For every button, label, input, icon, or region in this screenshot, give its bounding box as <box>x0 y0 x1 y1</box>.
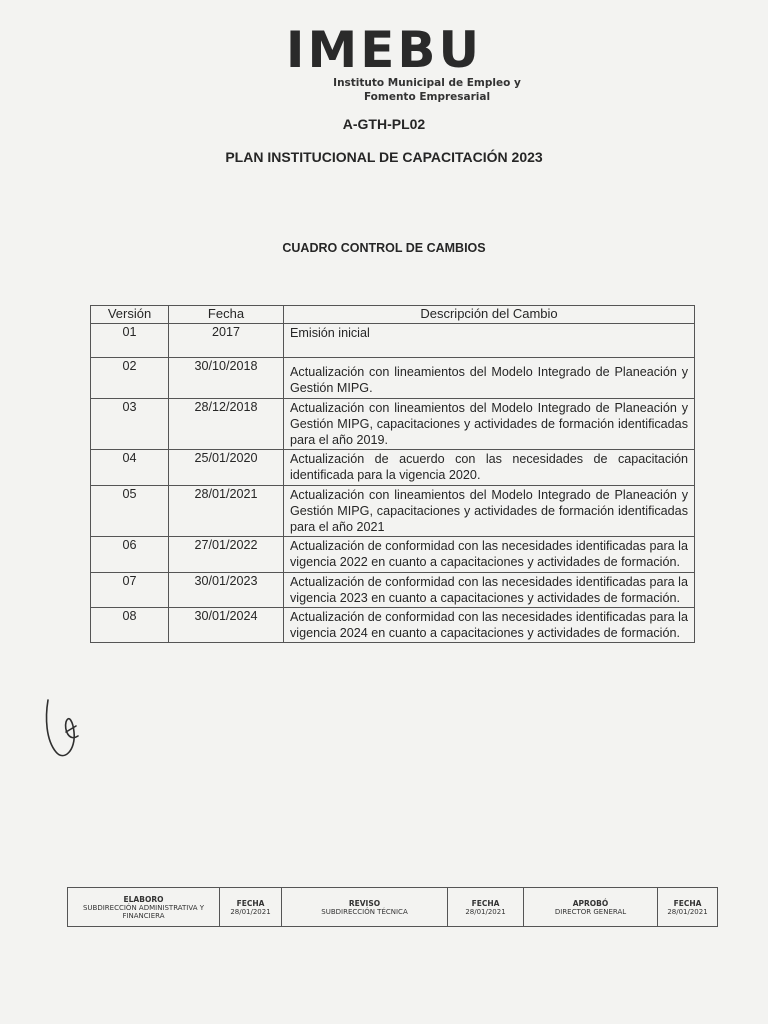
approval-row <box>68 888 718 927</box>
document-title: PLAN INSTITUCIONAL DE CAPACITACIÓN 2023 <box>225 149 543 165</box>
logo-wordmark: IMEBU <box>285 21 483 79</box>
cell-descripcion: Actualización de conformidad con las necesidades identificadas para la vigencia 2022 en cuanto a capacitaciones y actividades de formación. <box>284 537 695 572</box>
elaboro-cell <box>68 888 220 927</box>
fecha-label: FECHA <box>471 898 500 908</box>
cell-fecha: 30/01/2023 <box>169 572 284 607</box>
cell-descripcion: Actualización de conformidad con las necesidades identificadas para la vigencia 2024 en cuanto a capacitaciones y actividades de formación. <box>284 608 695 643</box>
table-row <box>91 324 695 358</box>
logo-subtitle-line2: Fomento Empresarial <box>363 91 491 103</box>
table-row <box>91 398 695 450</box>
fecha-label: FECHA <box>236 898 265 908</box>
elaboro-fecha: 28/01/2021 <box>230 907 271 916</box>
approval-footer <box>67 887 718 927</box>
table-row <box>91 608 695 643</box>
cell-fecha: 28/01/2021 <box>169 485 284 537</box>
cell-descripcion: Actualización con lineamientos del Modelo Integrado de Planeación y Gestión MIPG, capacitaciones y actividades de formación identificadas para el año 2021 <box>284 485 695 537</box>
cell-version: 05 <box>91 485 169 537</box>
aprobo-fecha: 28/01/2021 <box>667 907 708 916</box>
table-header-row <box>91 306 695 324</box>
cell-version: 08 <box>91 608 169 643</box>
aprobo-fecha-cell <box>658 888 718 927</box>
fecha-label: FECHA <box>673 898 702 908</box>
cell-fecha: 30/10/2018 <box>169 358 284 398</box>
aprobo-label: APROBÓ <box>572 898 609 908</box>
cell-descripcion: Actualización con lineamientos del Modelo Integrado de Planeación y Gestión MIPG, capacitaciones y actividades de formación identificadas para el año 2019. <box>284 398 695 450</box>
section-title: CUADRO CONTROL DE CAMBIOS <box>282 241 486 255</box>
reviso-fecha: 28/01/2021 <box>465 907 506 916</box>
cell-version: 07 <box>91 572 169 607</box>
cell-version: 02 <box>91 358 169 398</box>
cell-fecha: 30/01/2024 <box>169 608 284 643</box>
table-row <box>91 450 695 485</box>
cell-descripcion: Emisión inicial <box>284 324 695 358</box>
reviso-fecha-cell <box>448 888 524 927</box>
cell-version: 04 <box>91 450 169 485</box>
cell-version: 06 <box>91 537 169 572</box>
cell-fecha: 27/01/2022 <box>169 537 284 572</box>
change-control-table <box>90 305 695 643</box>
handwritten-signature <box>42 692 92 764</box>
table-row <box>91 358 695 398</box>
cell-descripcion: Actualización de acuerdo con las necesidades de capacitación identificada para la vigencia 2020. <box>284 450 695 485</box>
header-fecha: Fecha <box>169 306 284 324</box>
cell-fecha: 28/12/2018 <box>169 398 284 450</box>
elaboro-fecha-cell <box>220 888 282 927</box>
cell-fecha: 2017 <box>169 324 284 358</box>
cell-version: 01 <box>91 324 169 358</box>
logo-subtitle-line1: Instituto Municipal de Empleo y <box>333 77 521 89</box>
header-descripcion: Descripción del Cambio <box>284 306 695 324</box>
table-row <box>91 572 695 607</box>
aprobo-value: DIRECTOR GENERAL <box>554 907 627 916</box>
table-row <box>91 537 695 572</box>
table-row <box>91 485 695 537</box>
reviso-value: SUBDIRECCIÓN TÉCNICA <box>321 907 408 916</box>
elaboro-value: SUBDIRECCIÓN ADMINISTRATIVA Y FINANCIERA <box>82 903 205 920</box>
document-code: A-GTH-PL02 <box>342 116 426 132</box>
elaboro-label: ELABORO <box>123 894 164 904</box>
imebu-logo <box>0 21 768 104</box>
cell-descripcion: Actualización de conformidad con las necesidades identificadas para la vigencia 2023 en cuanto a capacitaciones y actividades de formación. <box>284 572 695 607</box>
cell-version: 03 <box>91 398 169 450</box>
cell-descripcion: Actualización con lineamientos del Modelo Integrado de Planeación y Gestión MIPG. <box>284 358 695 398</box>
reviso-label: REVISO <box>348 898 381 908</box>
reviso-cell <box>282 888 448 927</box>
header-version: Versión <box>91 306 169 324</box>
cell-fecha: 25/01/2020 <box>169 450 284 485</box>
aprobo-cell <box>524 888 658 927</box>
